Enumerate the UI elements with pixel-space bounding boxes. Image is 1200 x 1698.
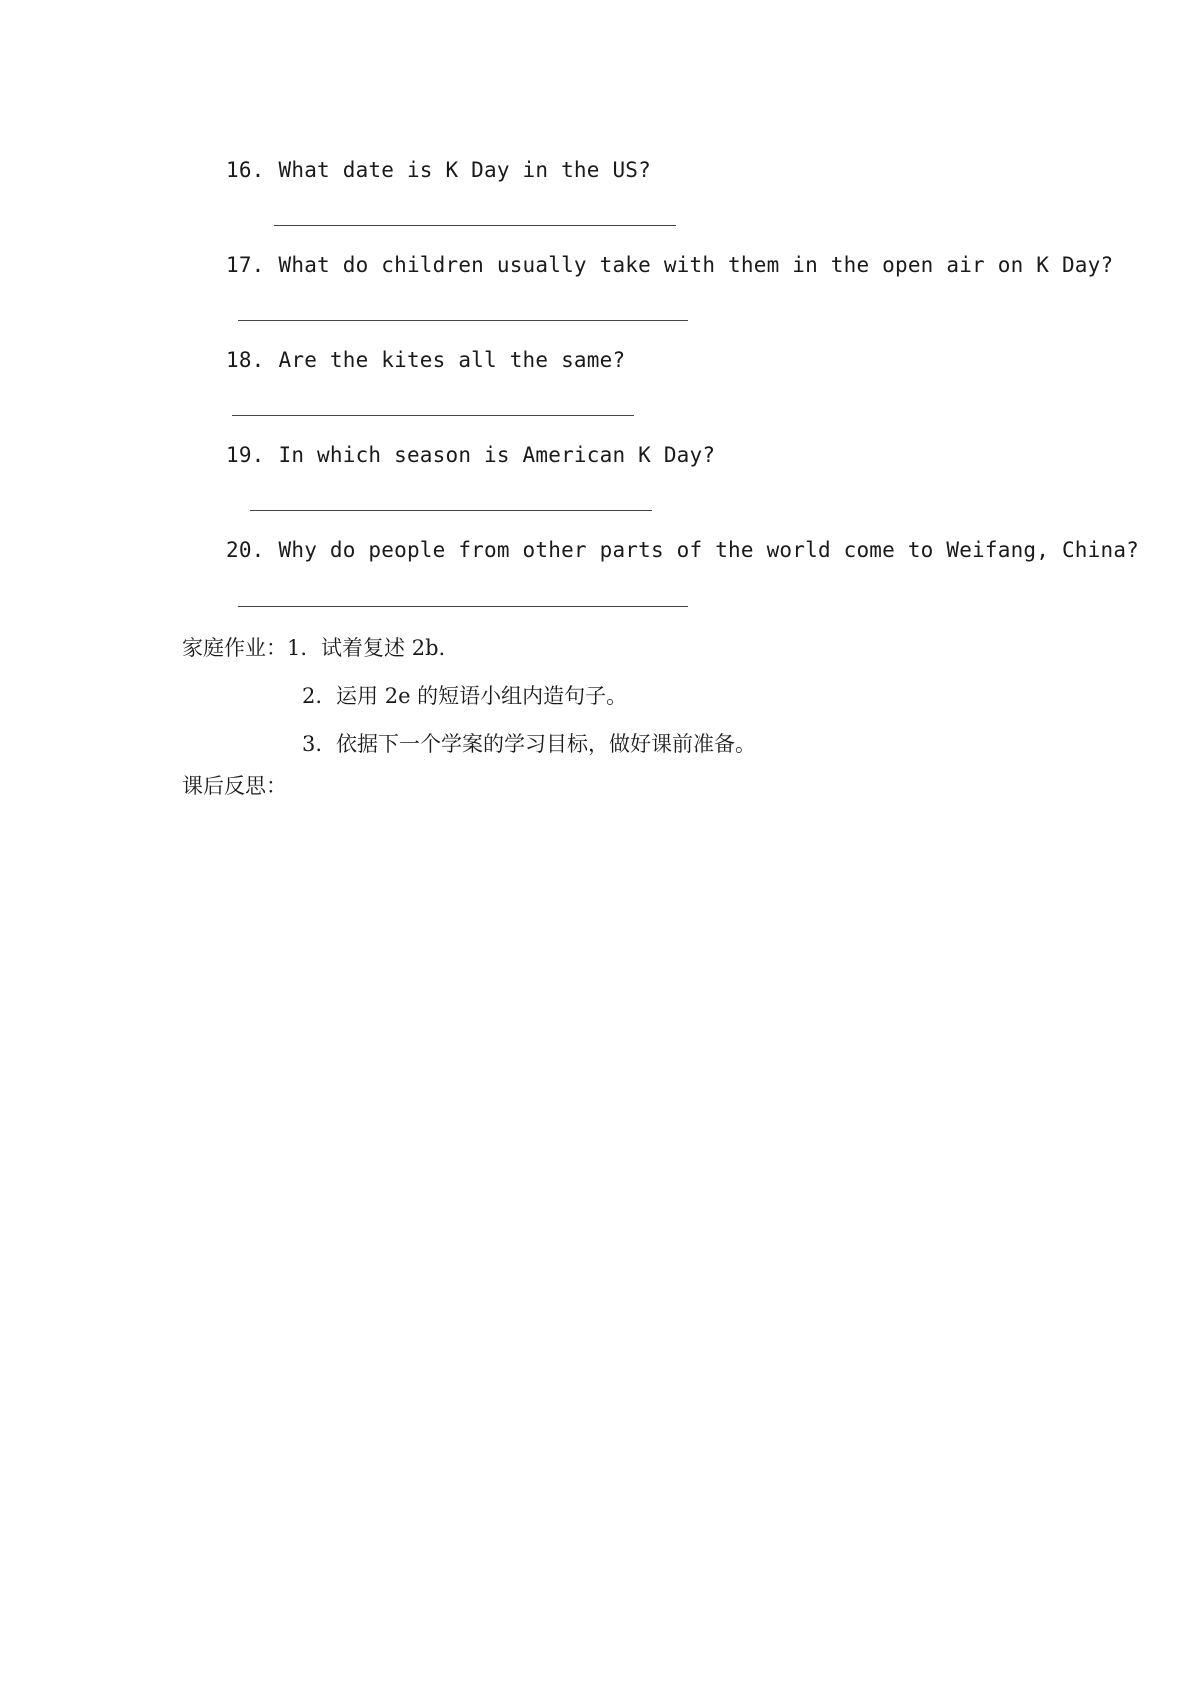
question-16 [226, 158, 651, 182]
answer-line-16[interactable] [274, 225, 676, 226]
question-text: Why do people from other parts of the world come to Weifang, China? [278, 538, 1140, 562]
question-number: 20. [226, 538, 265, 562]
question-17 [226, 253, 1113, 277]
homework-item-2 [302, 680, 627, 710]
reflection-label: 课后反思： [182, 774, 287, 798]
homework-text: 依据下一个学案的学习目标，做好课前准备。 [336, 732, 757, 756]
homework-label: 家庭作业： [182, 636, 287, 660]
question-number: 16. [226, 158, 265, 182]
homework-number: 2. [302, 684, 323, 708]
homework-text: 试着复述 2b. [321, 636, 446, 660]
question-text: In which season is American K Day? [278, 443, 716, 467]
answer-line-18[interactable] [232, 415, 634, 416]
question-text: What do children usually take with them in the open air on K Day? [278, 253, 1114, 277]
question-text: Are the kites all the same? [278, 348, 626, 372]
answer-line-20[interactable] [238, 606, 688, 607]
answer-line-17[interactable] [238, 320, 688, 321]
question-text: What date is K Day in the US? [278, 158, 651, 182]
answer-line-19[interactable] [250, 510, 652, 511]
question-19 [226, 443, 715, 467]
homework-item-3 [302, 728, 756, 758]
question-number: 19. [226, 443, 265, 467]
question-18 [226, 348, 625, 372]
question-20 [226, 538, 1139, 562]
homework-number: 1. [287, 636, 308, 660]
question-number: 18. [226, 348, 265, 372]
homework-number: 3. [302, 732, 323, 756]
homework-text: 运用 2e 的短语小组内造句子。 [336, 684, 628, 708]
question-number: 17. [226, 253, 265, 277]
homework-item-1 [182, 632, 445, 662]
